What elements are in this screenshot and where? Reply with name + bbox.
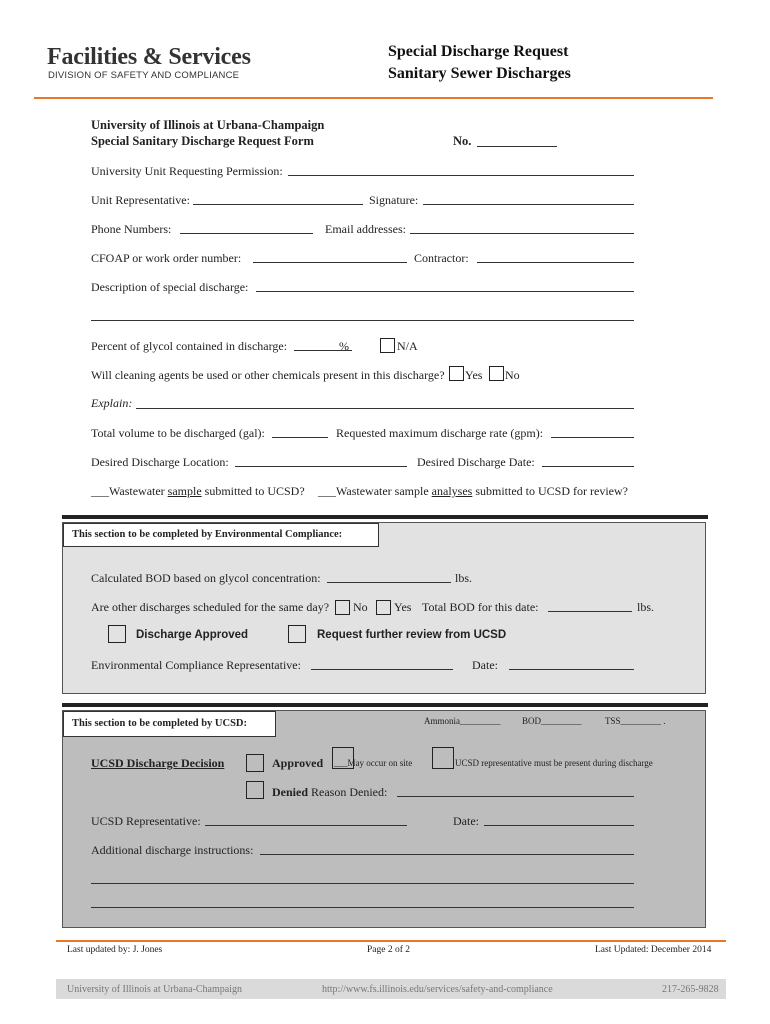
cleaning-label: Will cleaning agents be used or other chemicals present in this discharge? — [91, 368, 445, 382]
document-title — [388, 41, 571, 85]
bod-label: Calculated BOD based on glycol concentration: — [91, 571, 321, 585]
env-rep-field[interactable] — [311, 669, 453, 670]
page-number: Page 2 of 2 — [367, 945, 411, 955]
rep-label: Unit Representative: — [91, 193, 190, 207]
ucsd-section-bar — [62, 703, 708, 707]
total-bod-unit: lbs. — [637, 600, 655, 614]
explain-label: Explain: — [91, 396, 133, 410]
tss-field[interactable]: TSS_________ . — [605, 716, 666, 726]
unit-label: University Unit Requesting Permission: — [91, 164, 283, 178]
document-title-line1: Special Discharge Request — [388, 43, 569, 60]
discharge-approved-label: Discharge Approved — [136, 629, 249, 641]
ucsd-approved-checkbox[interactable] — [246, 754, 264, 772]
desired-date-label: Desired Discharge Date: — [417, 455, 535, 469]
description-label: Description of special discharge: — [91, 280, 249, 294]
unit-field[interactable] — [288, 175, 634, 176]
bod-test-field[interactable]: BOD_________ — [522, 716, 582, 726]
bod-unit: lbs. — [455, 571, 473, 585]
must-present-checkbox[interactable] — [432, 747, 454, 769]
logo-title: Facilities & Services — [47, 44, 251, 70]
other-yes-label: Yes — [394, 600, 412, 614]
must-present-label: UCSD representative must be present during discharge — [455, 758, 653, 768]
cfoap-label: CFOAP or work order number: — [91, 251, 242, 265]
number-label: No. — [453, 134, 472, 148]
cleaning-yes-label: Yes — [465, 368, 483, 382]
document-title-line2: Sanitary Sewer Discharges — [388, 65, 571, 82]
org-name: University of Illinois at Urbana-Champaign — [91, 118, 325, 132]
ucsd-date-label: Date: — [453, 814, 479, 828]
ucsd-date-field[interactable] — [484, 825, 634, 826]
sample-question: ___Wastewater sample submitted to UCSD? — [91, 484, 305, 498]
other-yes-checkbox[interactable] — [376, 600, 391, 615]
env-rep-label: Environmental Compliance Representative: — [91, 658, 301, 672]
email-label: Email addresses: — [325, 222, 406, 236]
ucsd-rep-field[interactable] — [205, 825, 407, 826]
glycol-label: Percent of glycol contained in discharge: — [91, 339, 288, 353]
instructions-field-line3[interactable] — [91, 907, 634, 908]
description-field-line2[interactable] — [91, 320, 634, 321]
env-date-label: Date: — [472, 658, 498, 672]
env-section-header: This section to be completed by Environmental Compliance: — [63, 523, 379, 547]
phone-field[interactable] — [180, 233, 313, 234]
instructions-field-line2[interactable] — [91, 883, 634, 884]
signature-label: Signature: — [369, 193, 419, 207]
ucsd-section-header: This section to be completed by UCSD: — [63, 711, 276, 737]
rate-label: Requested maximum discharge rate (gpm): — [336, 426, 544, 440]
ucsd-denied-line: Denied Reason Denied: — [272, 785, 388, 799]
instructions-field[interactable] — [260, 854, 634, 855]
glycol-unit: % — [339, 339, 349, 353]
logo-subtitle: DIVISION OF SAFETY AND COMPLIANCE — [48, 70, 240, 81]
location-field[interactable] — [235, 466, 407, 467]
cfoap-field[interactable] — [253, 262, 407, 263]
cleaning-yes-checkbox[interactable] — [449, 366, 464, 381]
contractor-label: Contractor: — [414, 251, 469, 265]
other-no-checkbox[interactable] — [335, 600, 350, 615]
contractor-field[interactable] — [477, 262, 634, 263]
ucsd-approved-label: Approved — [272, 756, 324, 770]
number-field[interactable] — [477, 146, 557, 147]
total-bod-label: Total BOD for this date: — [422, 600, 539, 614]
volume-field[interactable] — [272, 437, 328, 438]
signature-field[interactable] — [423, 204, 634, 205]
footer-phone: 217-265-9828 — [662, 984, 719, 995]
other-no-label: No — [353, 600, 368, 614]
updated-by: Last updated by: J. Jones — [67, 945, 163, 955]
footer-org: University of Illinois at Urbana-Champaign — [67, 984, 242, 995]
rep-field[interactable] — [193, 204, 363, 205]
volume-label: Total volume to be discharged (gal): — [91, 426, 265, 440]
analyses-question: ___Wastewater sample analyses submitted to UCSD for review? — [318, 484, 628, 498]
further-review-checkbox[interactable] — [288, 625, 306, 643]
form-name: Special Sanitary Discharge Request Form — [91, 134, 314, 148]
desired-date-field[interactable] — [542, 466, 634, 467]
footer-url[interactable]: http://www.fs.illinois.edu/services/safety-and-compliance — [322, 984, 553, 995]
header-rule — [34, 97, 713, 99]
further-review-label: Request further review from UCSD — [317, 629, 507, 641]
rate-field[interactable] — [551, 437, 634, 438]
ucsd-rep-label: UCSD Representative: — [91, 814, 201, 828]
discharge-approved-checkbox[interactable] — [108, 625, 126, 643]
last-updated: Last Updated: December 2014 — [595, 945, 712, 955]
cleaning-no-label: No — [505, 368, 520, 382]
reason-denied-field[interactable] — [397, 796, 634, 797]
ucsd-decision-label: UCSD Discharge Decision — [91, 756, 225, 770]
other-discharges-label: Are other discharges scheduled for the same day? — [91, 600, 330, 614]
email-field[interactable] — [410, 233, 634, 234]
ammonia-field[interactable]: Ammonia_________ — [424, 716, 501, 726]
env-date-field[interactable] — [509, 669, 634, 670]
footer-rule — [56, 940, 726, 942]
na-checkbox[interactable] — [380, 338, 395, 353]
env-section-bar — [62, 515, 708, 519]
cleaning-no-checkbox[interactable] — [489, 366, 504, 381]
may-occur-label: ___May occur on site — [334, 758, 413, 768]
bod-field[interactable] — [327, 582, 451, 583]
instructions-label: Additional discharge instructions: — [91, 843, 254, 857]
description-field[interactable] — [256, 291, 634, 292]
ucsd-denied-checkbox[interactable] — [246, 781, 264, 799]
explain-field[interactable] — [136, 408, 634, 409]
na-label: N/A — [397, 339, 418, 353]
location-label: Desired Discharge Location: — [91, 455, 229, 469]
phone-label: Phone Numbers: — [91, 222, 172, 236]
total-bod-field[interactable] — [548, 611, 632, 612]
